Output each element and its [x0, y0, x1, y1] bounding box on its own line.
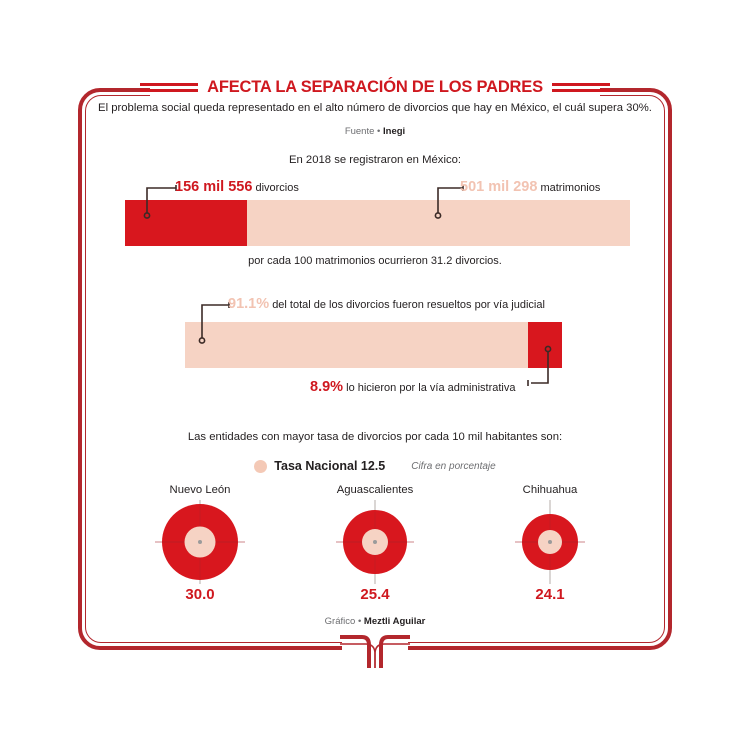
legend-national-label: Tasa Nacional 12.5	[274, 459, 386, 473]
section3-heading: Las entidades con mayor tasa de divorcios por cada 10 mil habitantes son:	[187, 431, 563, 443]
legend-national-rate	[254, 459, 385, 473]
donut-value-nuevo-leon: 30.0	[185, 586, 215, 603]
section3-donut-group	[125, 482, 625, 607]
source-name: Inegi	[383, 126, 406, 137]
chart2-callout-judicial	[228, 296, 545, 312]
chart2-bar-track	[185, 322, 562, 368]
frame-bottom-notch	[340, 634, 410, 668]
chart1-callout-matrimonios-value: 501 mil 298	[460, 179, 538, 195]
source-label: Fuente	[344, 126, 375, 137]
chart2-callout-administrativa-label: lo hicieron por la vía administrativa	[346, 382, 516, 394]
chart1-bar-track	[125, 200, 630, 246]
source-line	[0, 126, 750, 137]
chart2-callout-judicial-value: 91.1%	[228, 296, 270, 312]
chart2-callout-judicial-label: del total de los divorcios fueron resueltos por vía judicial	[272, 299, 545, 311]
donut-label-nuevo-leon: Nuevo León	[169, 484, 231, 496]
donut-item-nuevo-leon	[125, 482, 275, 603]
legend-unit-note: Cifra en porcentaje	[411, 460, 496, 472]
donut-value-chihuahua: 24.1	[535, 586, 565, 603]
source-separator: •	[377, 126, 381, 137]
donut-value-aguascalientes: 25.4	[360, 586, 390, 603]
chart1-note: por cada 100 matrimonios ocurrieron 31.2 divorcios.	[248, 255, 502, 267]
deck-text: El problema social queda representado en el alto número de divorcios que hay en México, el cuál supera 30%.	[98, 102, 652, 114]
title-rule-right	[552, 83, 610, 92]
chart1-callout-divorcios-label: divorcios	[255, 182, 299, 194]
donut-label-aguascalientes: Aguascalientes	[336, 484, 414, 496]
chart2-callout-administrativa-value: 8.9%	[310, 379, 344, 395]
credit-line	[0, 616, 750, 627]
donut-item-aguascalientes	[300, 482, 450, 603]
chart2-leader-administrativa	[525, 341, 567, 389]
chart2-callout-administrativa	[310, 379, 515, 395]
donut-chart-chihuahua	[475, 500, 625, 584]
credit-separator: •	[357, 616, 362, 627]
donut-chart-nuevo-leon	[125, 500, 275, 584]
page-title: AFECTA LA SEPARACIÓN DE LOS PADRES	[207, 78, 543, 96]
credit-name: Meztli Aguilar	[363, 616, 426, 627]
donut-label-chihuahua: Chihuahua	[522, 484, 578, 496]
legend-dot-icon	[254, 460, 267, 473]
chart1-callout-divorcios	[175, 179, 299, 195]
donut-chart-aguascalientes	[300, 500, 450, 584]
chart1-callout-divorcios-value: 156 mil 556	[175, 179, 253, 195]
section3-legend	[0, 459, 750, 473]
credit-label: Gráfico	[324, 616, 356, 627]
chart1-callout-matrimonios-label: matrimonios	[540, 182, 601, 194]
title-rule-left	[140, 83, 198, 92]
section1-lede: En 2018 se registraron en México:	[288, 154, 462, 166]
donut-item-chihuahua	[475, 482, 625, 603]
page-title-row	[0, 78, 750, 97]
chart1-callout-matrimonios	[460, 179, 600, 195]
